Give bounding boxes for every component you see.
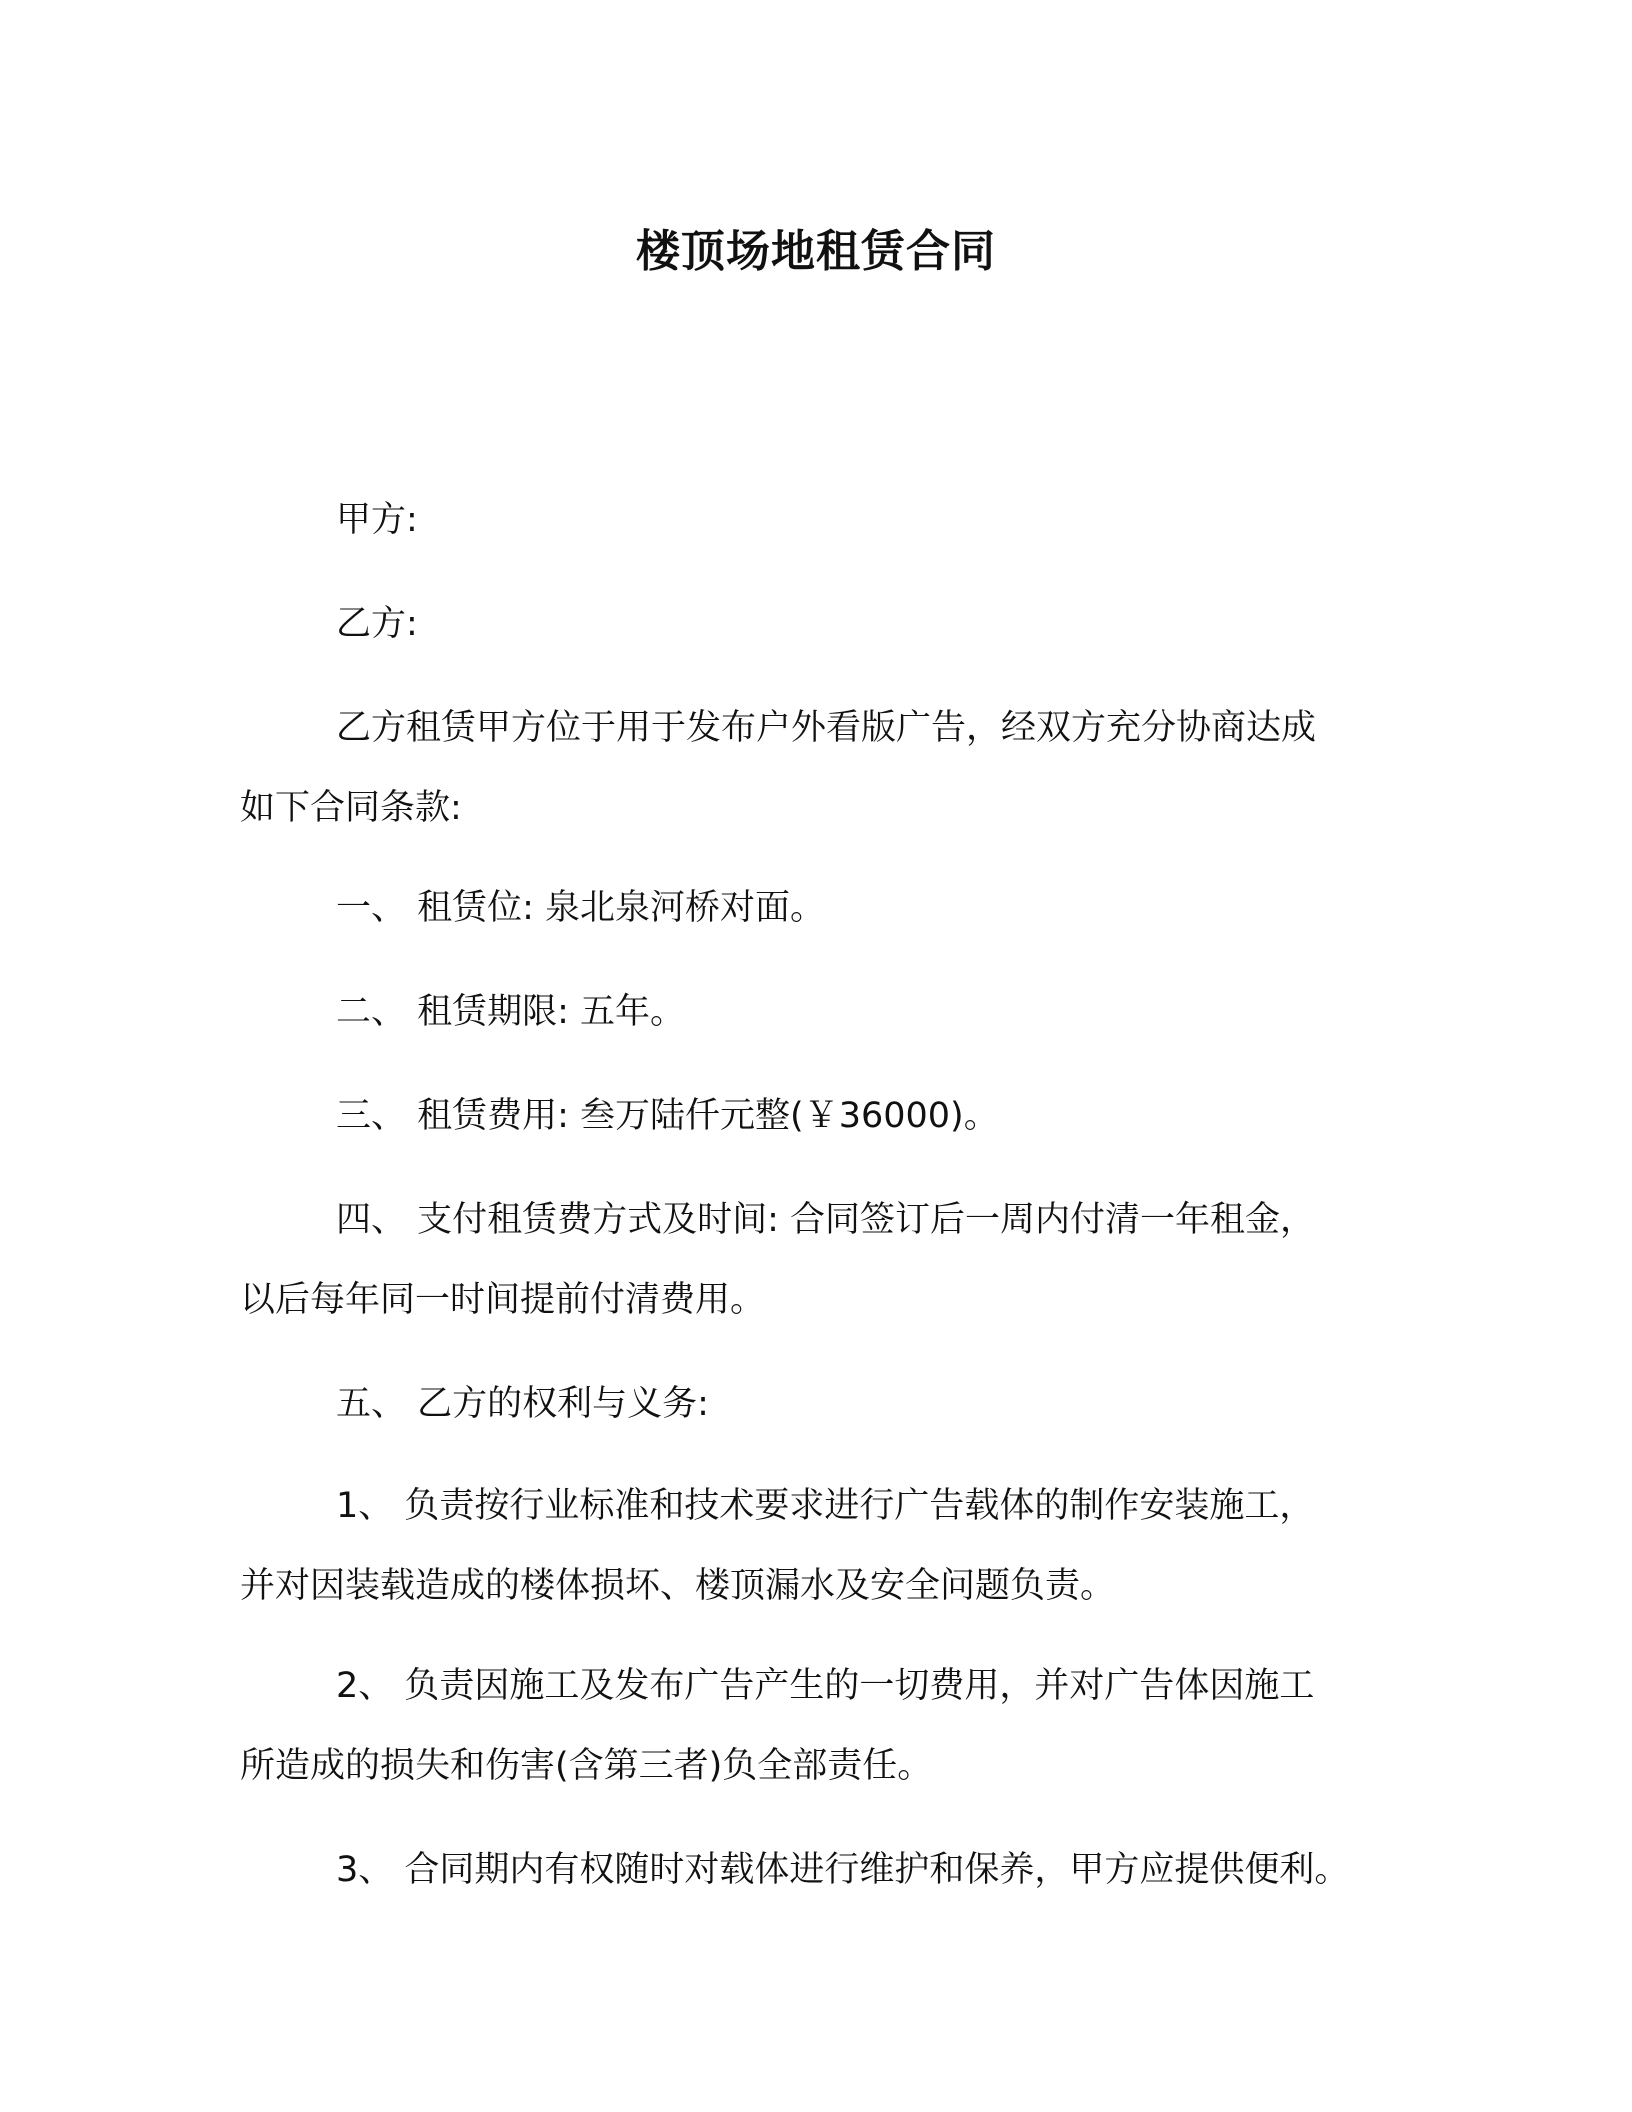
party-a-line: 甲方: — [336, 500, 418, 540]
clause-4-line-1: 四、 支付租赁费方式及时间: 合同签订后一周内付清一年租金， — [336, 1200, 1316, 1240]
item-1-line-1: 1、 负责按行业标准和技术要求进行广告载体的制作安装施工， — [336, 1486, 1315, 1526]
clause-4 — [240, 1180, 1420, 1260]
clause-1: 一、 租赁位: 泉北泉河桥对面。 — [336, 888, 826, 928]
item-3: 3、 合同期内有权随时对载体进行维护和保养，甲方应提供便利。 — [336, 1850, 1350, 1890]
intro-paragraph-continued — [240, 768, 1420, 848]
clause-2: 二、 租赁期限: 五年。 — [336, 992, 686, 1032]
item-1-line-2: 并对因装载造成的楼体损坏、楼顶漏水及安全问题负责。 — [240, 1566, 1116, 1606]
clause-5: 五、 乙方的权利与义务: — [336, 1384, 709, 1424]
item-2 — [240, 1646, 1420, 1726]
document-title: 楼顶场地租赁合同 — [636, 226, 996, 277]
item-2-continued — [240, 1726, 1420, 1806]
clause-3: 三、 租赁费用: 叁万陆仟元整(￥36000)。 — [336, 1096, 999, 1136]
intro-line-2: 如下合同条款: — [240, 788, 462, 828]
item-1-continued — [240, 1546, 1420, 1626]
clause-4-continued — [240, 1260, 1420, 1340]
clause-4-line-2: 以后每年同一时间提前付清费用。 — [240, 1280, 766, 1320]
party-b-line: 乙方: — [336, 604, 418, 644]
intro-line-1: 乙方租赁甲方位于用于发布户外看版广告，经双方充分协商达成 — [336, 708, 1317, 748]
item-1 — [240, 1466, 1420, 1546]
intro-paragraph — [240, 688, 1420, 768]
item-2-line-1: 2、 负责因施工及发布广告产生的一切费用，并对广告体因施工 — [336, 1666, 1315, 1706]
item-2-line-2: 所造成的损失和伤害(含第三者)负全部责任。 — [240, 1746, 933, 1786]
